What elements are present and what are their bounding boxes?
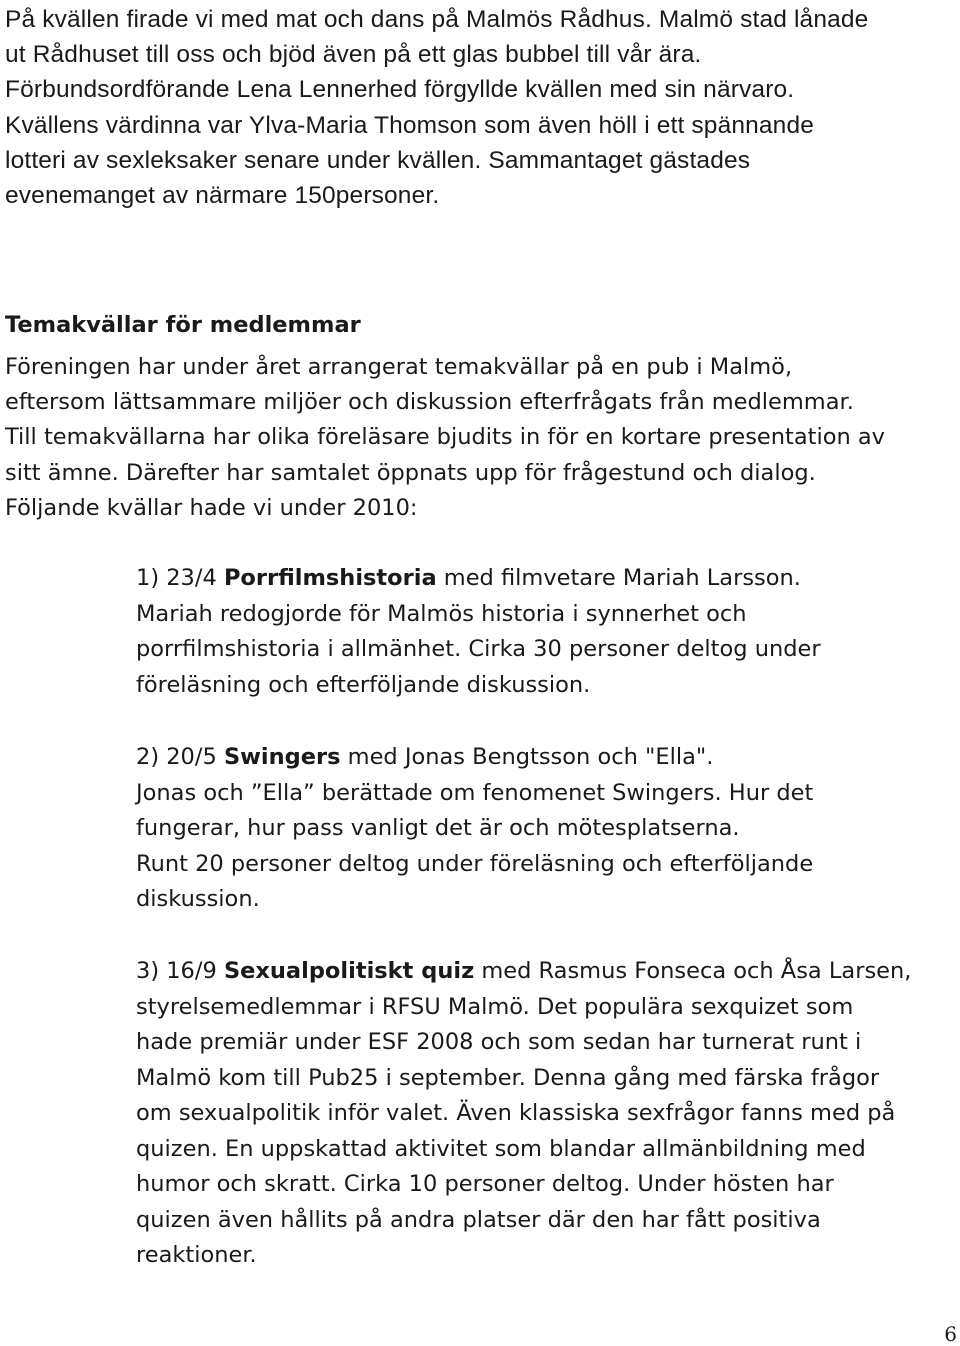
- event-prefix: 1) 23/4: [136, 565, 224, 591]
- section-line: Föreningen har under året arrangerat temakvällar på en pub i Malmö,: [5, 354, 793, 380]
- event-line: diskussion.: [136, 886, 260, 912]
- intro-line: På kvällen firade vi med mat och dans på Malmös Rådhus. Malmö stad lånade: [5, 6, 869, 33]
- event-suffix: med filmvetare Mariah Larsson.: [436, 565, 801, 591]
- intro-paragraph: [5, 0, 957, 213]
- intro-line: Kvällens värdinna var Ylva-Maria Thomson som även höll i ett spännande: [5, 111, 814, 139]
- event-line: om sexualpolitik inför valet. Även klassiska sexfrågor fanns med på: [136, 1100, 896, 1126]
- event-line: Mariah redogjorde för Malmös historia i synnerhet och: [136, 600, 747, 627]
- section-paragraph: [5, 350, 957, 526]
- event-line: quizen. En uppskattad aktivitet som blandar allmänbildning med: [136, 1135, 866, 1162]
- event-title: Swingers: [223, 744, 341, 770]
- section-line: sitt ämne. Därefter har samtalet öppnats upp för frågestund och dialog.: [5, 459, 816, 486]
- event-line: styrelsemedlemmar i RFSU Malmö. Det populära sexquizet som: [136, 993, 854, 1020]
- event-line: Jonas och ”Ella” berättade om fenomenet Swingers. Hur det: [136, 779, 814, 806]
- event-suffix: med Jonas Bengtsson och "Ella".: [340, 744, 714, 770]
- event-line: humor och skratt. Cirka 10 personer deltog. Under hösten har: [136, 1171, 834, 1197]
- event-line: föreläsning och efterföljande diskussion.: [136, 671, 591, 698]
- page-number: 6: [944, 1322, 957, 1346]
- event-item-3: [136, 954, 958, 1274]
- event-line: Runt 20 personer deltog under föreläsning och efterföljande: [136, 850, 814, 877]
- intro-line: ut Rådhuset till oss och bjöd även på ett glas bubbel till vår ära.: [5, 41, 702, 69]
- event-title: Sexualpolitiskt quiz: [223, 958, 475, 984]
- document-page: [5, 0, 957, 1268]
- section-line: Följande kvällar hade vi under 2010:: [5, 494, 418, 521]
- section-line: Till temakvällarna har olika föreläsare bjudits in för en kortare presentation av: [5, 424, 885, 451]
- event-prefix: 2) 20/5: [136, 744, 224, 770]
- event-item-2: [136, 740, 958, 918]
- section-line: eftersom lättsammare miljöer och diskussion efterfrågats från medlemmar.: [5, 389, 854, 416]
- intro-line: lotteri av sexleksaker senare under kvällen. Sammantaget gästades: [5, 146, 751, 174]
- event-prefix: 3) 16/9: [136, 958, 224, 984]
- event-line: Malmö kom till Pub25 i september. Denna gång med färska frågor: [136, 1064, 880, 1091]
- event-line: hade premiär under ESF 2008 och som sedan har turnerat runt i: [136, 1029, 862, 1055]
- intro-line: evenemanget av närmare 150personer.: [5, 182, 440, 210]
- event-line: quizen även hållits på andra platser där den har fått positiva: [136, 1206, 821, 1233]
- event-line: porrfilmshistoria i allmänhet. Cirka 30 personer deltog under: [136, 636, 821, 662]
- event-title: Porrfilmshistoria: [223, 565, 437, 591]
- section-heading: Temakvällar för medlemmar: [5, 312, 361, 338]
- event-line: reaktioner.: [136, 1242, 257, 1268]
- intro-line: Förbundsordförande Lena Lennerhed förgyllde kvällen med sin närvaro.: [5, 76, 795, 104]
- event-suffix: med Rasmus Fonseca och Åsa Larsen,: [474, 958, 912, 984]
- event-item-1: [136, 561, 958, 703]
- event-line: fungerar, hur pass vanligt det är och mötesplatserna.: [136, 815, 740, 841]
